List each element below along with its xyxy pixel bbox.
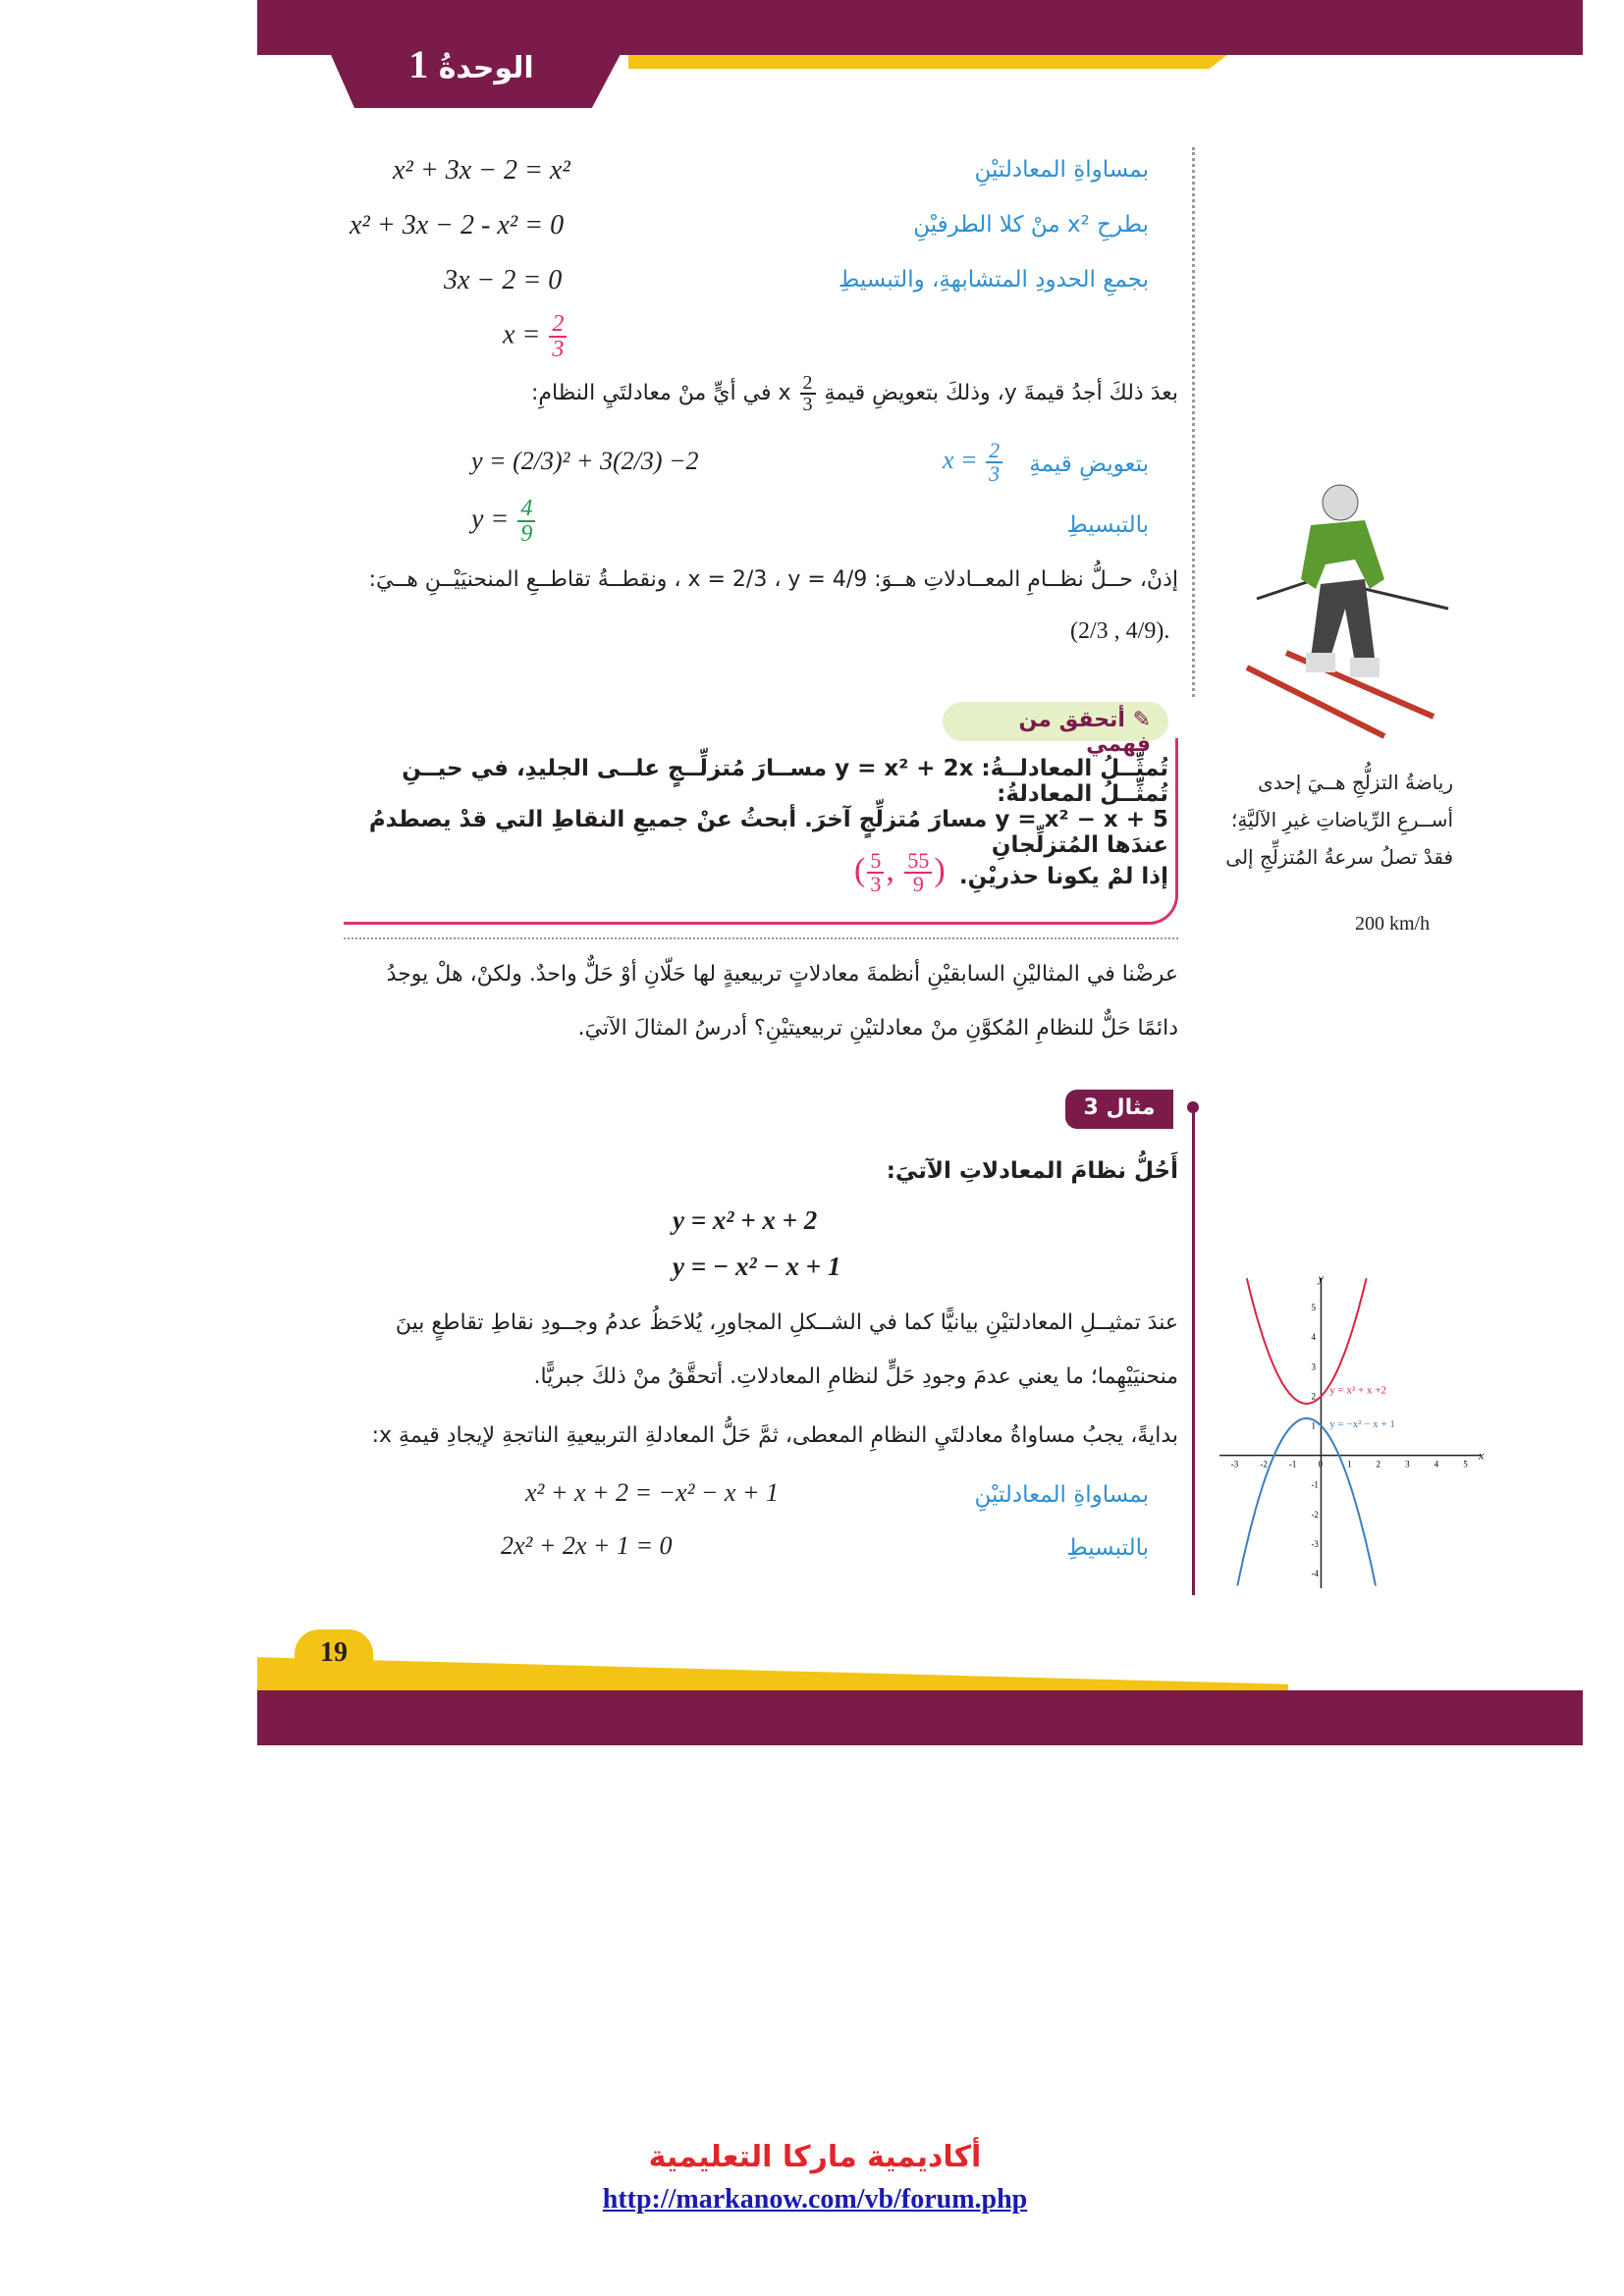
example-step-note-1: بمساواةِ المعادلتيْنِ [974,1482,1149,1508]
step-note-2: بطرحِ x² منْ كلا الطرفيْنِ [913,212,1149,238]
answer-x-num: 5 [867,850,884,874]
y-result-fraction [517,497,535,546]
page-number: 19 [320,1637,348,1668]
x-tick-label: -1 [1288,1459,1297,1469]
section-divider [344,937,1178,939]
y-tick-label: -1 [1311,1479,1319,1490]
step-math-1: x² + 3x − 2 = x² [393,155,570,186]
red-curve-label: y = x² + x +2 [1329,1384,1386,1397]
blue-curve-label: y = −x² − x + 1 [1329,1417,1395,1430]
x-tick-label: 0 [1318,1459,1323,1469]
x-tick-label: -2 [1260,1459,1268,1469]
check-problem-3: إذا لمْ يكونا حذريْنِ. [958,864,1168,889]
academy-name: أكاديمية ماركا التعليمية [648,2140,982,2174]
find-y-fraction [800,373,816,414]
step-note-1: بمساواةِ المعادلتيْنِ [974,157,1149,183]
y-tick-label: 2 [1311,1391,1316,1402]
example-eq1: y = x² + x + 2 [673,1205,818,1235]
y-tick-label: 1 [1311,1420,1316,1431]
answer-x-den: 3 [870,872,882,896]
check-problem-1: تُمثِّــلُ المعادلــةُ: y = x² + 2x مســارَ مُتزلِّــجٍ علــى الجليدِ، في حيــنِ تُمثِّــلُ المعادلةُ: [402,756,1168,807]
x-tick-label: 3 [1405,1459,1410,1469]
example-badge: مثال 3 [1065,1090,1173,1129]
academy-url[interactable]: http://markanow.com/vb/forum.php [602,2184,1028,2215]
example-step-note-2: بالتبسيطِ [1066,1535,1149,1561]
sub-math: y = (2/3)² + 3(2/3) −2 [471,447,699,475]
footer-gold-band [257,1639,1288,1690]
unit-number: 1 [408,42,429,86]
example-para1-line1: عندَ تمثيــلِ المعادلتيْنِ بيانيًّا كما في الشــكلِ المجاورِ، يُلاحَظُ عدمُ وجــودِ نقاطِ تقاطعٍ بينَ [395,1310,1178,1335]
find-y-text [471,373,1178,414]
y-tick-label: 4 [1311,1332,1316,1343]
intro-line-1: عرضْنا في المثاليْنِ السابقيْنِ أنظمةَ معادلاتٍ تربيعيةٍ لها حَلّانِ أوْ حَلٌّ واحدٌ. ولكنْ، هلْ يوجدُ [386,962,1178,987]
x-result [503,312,650,361]
y-result-num: 4 [517,497,535,522]
example-step-math-2: 2x² + 2x + 1 = 0 [501,1531,673,1560]
step-note-3: بجمعِ الحدودِ المتشابهةِ، والتبسيطِ [839,267,1149,293]
y-axis-label: y [1318,1271,1324,1285]
find-y-frac-den: 3 [802,394,813,415]
answer-y-den: 9 [912,872,924,896]
example-graph [1208,1266,1492,1600]
x-tick-label: 2 [1376,1459,1381,1469]
example-eq2: y = − x² − x + 1 [673,1252,841,1281]
sub-note-text: بتعويضِ قيمةِ [1029,452,1149,477]
header-gold-stripe [628,55,1227,69]
y-tick-label: -3 [1311,1538,1319,1549]
blue-parabola [1237,1418,1376,1585]
x-tick-label: -3 [1230,1459,1239,1469]
x-axis-label: x [1479,1448,1485,1463]
step-math-3: 3x − 2 = 0 [444,265,563,295]
step-math-2: x² + 3x − 2 - x² = 0 [350,210,565,240]
x-result-fraction [549,312,567,361]
pencil-icon: ✎ [1132,708,1151,732]
example-dot [1187,1101,1199,1113]
y-tick-label: -2 [1311,1509,1319,1520]
example-step-math-1: x² + x + 2 = −x² − x + 1 [525,1478,780,1507]
conclusion-text: إذنْ، حــلُّ نظــامِ المعــادلاتِ هــوَ: x = 2/3 ، y = 4/9 ، ونقطــةُ تقاطــعِ المنحنيَيْــنِ هــيَ: [368,567,1178,592]
x-tick-label: 5 [1463,1459,1468,1469]
find-y-text-a: بعدَ ذلكَ أجدُ قيمةَ y، وذلكَ بتعويضِ قيمةِ [824,381,1178,405]
example-vertical-line [1192,1104,1195,1595]
sub-x-value: x = $\frac{2}{3}$ [943,440,1051,485]
find-y-text-b: x في أيٍّ منْ معادلتَيِ النظامِ: [530,381,791,405]
column-divider [1192,147,1195,697]
caption-line-1: رياضةُ التزلُّجِ هــيَ إحدى [1258,771,1453,794]
y-result-den: 9 [520,521,533,547]
unit-label: الوحدةُ [438,51,534,85]
check-title: أتحقق من فهمي [1018,708,1151,757]
caption-line-3: فقدْ تصلُ سرعةُ المُتزلِّجِ إلى [1225,845,1453,869]
x-result-lhs: x = [503,319,541,350]
answer-y-num: 55 [904,850,932,874]
find-y-frac-num: 2 [800,373,816,395]
example-para2: بدايةً، يجبُ مساواةُ معادلتَيِ النظامِ المعطى، ثمَّ حَلُّ المعادلةِ التربيعيةِ الناتجةِ لإيجادِ قيمةِ x: [371,1423,1178,1448]
y-tick-label: 5 [1311,1303,1316,1313]
skier-caption [1218,764,1453,876]
x-result-den: 3 [552,337,565,362]
check-title-pill [943,702,1168,757]
check-problem-2: y = x² − x + 5 مسارَ مُتزلِّجٍ آخرَ. أبحثُ عنْ جميعِ النقاطِ التي قدْ يصطدمُ عندَها المُتزلِّجانِ [368,807,1168,858]
y-tick-label: -4 [1311,1568,1319,1578]
y-result [471,497,619,546]
example-prompt: أَحُلُّ نظامَ المعادلاتِ الآتيَ: [886,1158,1178,1184]
conclusion-point: (2/3 , 4/9). [1070,618,1170,644]
footer-band [257,1690,1583,1745]
skier-photo [1227,461,1463,746]
x-tick-label: 4 [1434,1459,1439,1469]
simplify-note: بالتبسيطِ [1066,512,1149,538]
x-result-num: 2 [549,312,567,338]
caption-line-2: أســرعِ الرِّياضاتِ غيرِ الآليَّةِ؛ [1230,808,1453,831]
skier-speed: 200 km/h [1355,913,1431,934]
intro-line-2: دائمًا حَلٌّ للنظامِ المُكوَّنِ منْ معادلتيْنِ تربيعيتيْنِ؟ أدرسُ المثالَ الآتيَ. [577,1016,1178,1041]
unit-title [393,41,550,90]
check-answer: ( $\frac{5}{3}$ , $\frac{55}{9}$ ) [854,848,946,896]
example-para1-line2: منحنيَيْهِما؛ ما يعني عدمَ وجودِ حَلٍّ لنظامِ المعادلاتِ. أتحقَّقُ منْ ذلكَ جبريًّا. [533,1364,1178,1389]
y-tick-label: 3 [1311,1362,1316,1372]
x-tick-label: 1 [1347,1459,1352,1469]
y-result-lhs: y = [471,504,510,535]
